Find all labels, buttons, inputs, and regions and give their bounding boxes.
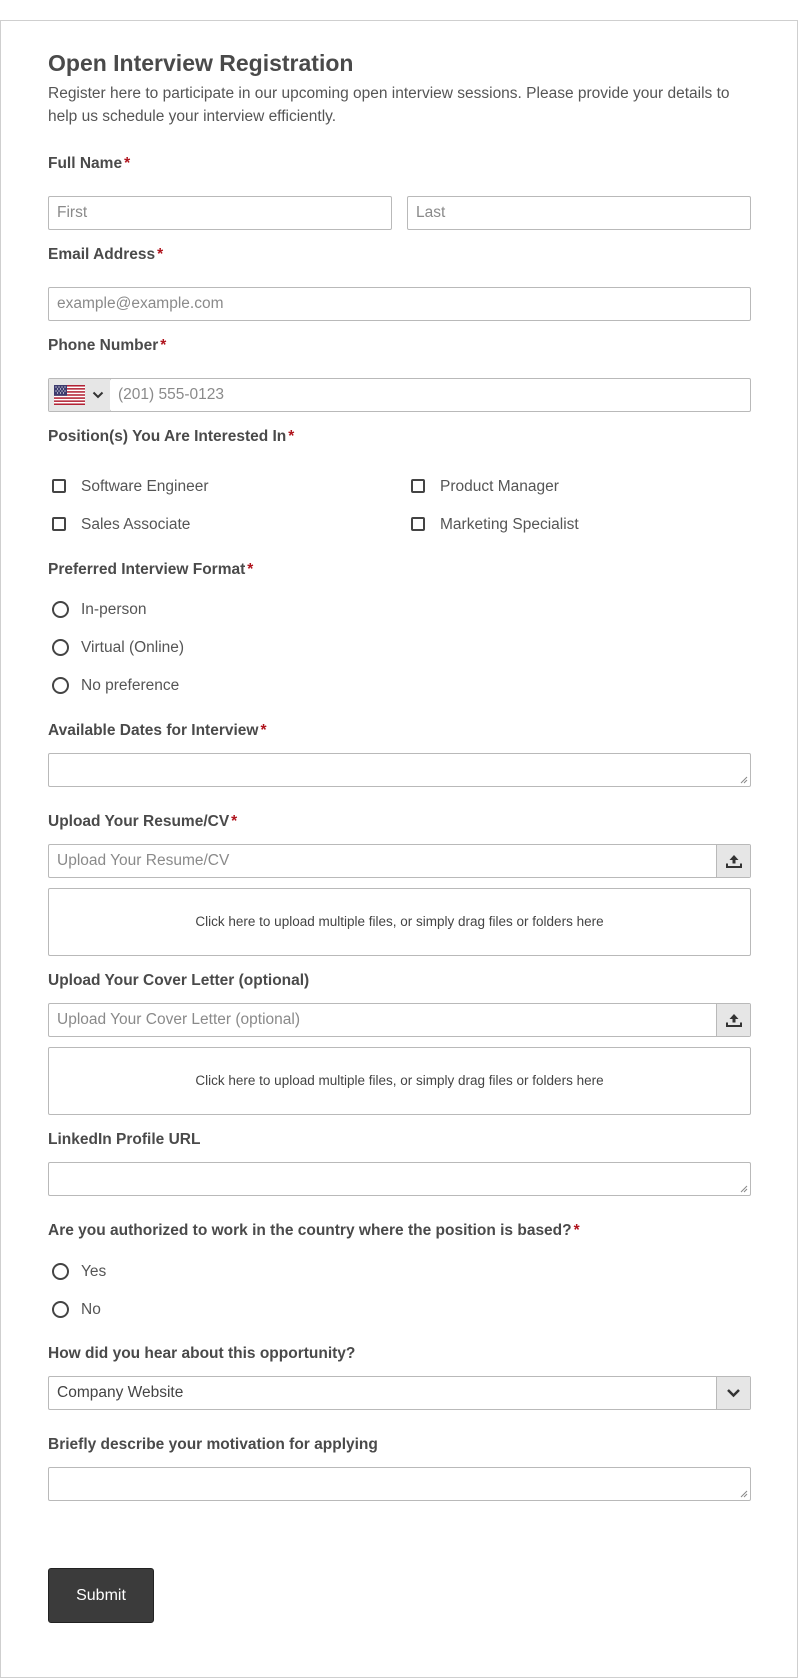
required-marker: * (124, 155, 131, 172)
cover-letter-upload-button[interactable] (716, 1004, 750, 1036)
required-marker: * (573, 1222, 580, 1239)
resume-dropzone[interactable]: Click here to upload multiple files, or simply drag files or folders here (48, 888, 751, 956)
email-field[interactable] (48, 287, 751, 321)
required-marker: * (260, 722, 267, 739)
authorized-label: Are you authorized to work in the country where the position is based? * (48, 1222, 580, 1239)
resume-upload-button[interactable] (716, 845, 750, 877)
resize-grip-icon[interactable] (740, 776, 748, 784)
source-select[interactable]: Company Website (48, 1376, 751, 1410)
chevron-down-icon (92, 390, 104, 400)
phone-input[interactable] (110, 379, 750, 411)
cover-letter-label: Upload Your Cover Letter (optional) (48, 972, 310, 989)
first-name-input[interactable] (48, 196, 392, 230)
radio-authorized-no[interactable]: No (48, 1298, 348, 1322)
linkedin-textarea[interactable] (48, 1162, 751, 1196)
checkbox-box[interactable] (411, 517, 425, 531)
resize-grip-icon[interactable] (740, 1185, 748, 1193)
form-title: Open Interview Registration (48, 50, 354, 76)
resume-upload-field[interactable]: Upload Your Resume/CV (48, 844, 751, 878)
last-name-input[interactable] (407, 196, 751, 230)
phone-field (48, 378, 751, 412)
motivation-label: Briefly describe your motivation for applying (48, 1436, 378, 1453)
dates-textarea[interactable] (48, 753, 751, 787)
radio-circle[interactable] (52, 639, 69, 656)
required-marker: * (160, 337, 167, 354)
radio-in-person[interactable]: In-person (48, 598, 348, 622)
source-label: How did you hear about this opportunity? (48, 1345, 356, 1362)
positions-label: Position(s) You Are Interested In * (48, 428, 295, 445)
full-name-label: Full Name * (48, 155, 131, 172)
checkbox-software-engineer[interactable]: Software Engineer (48, 475, 348, 499)
chevron-down-icon (726, 1387, 741, 1399)
required-marker: * (157, 246, 164, 263)
resize-grip-icon[interactable] (740, 1490, 748, 1498)
radio-circle[interactable] (52, 1263, 69, 1280)
radio-virtual[interactable]: Virtual (Online) (48, 636, 348, 660)
radio-circle[interactable] (52, 1301, 69, 1318)
checkbox-box[interactable] (411, 479, 425, 493)
linkedin-label: LinkedIn Profile URL (48, 1131, 201, 1148)
required-marker: * (231, 813, 238, 830)
required-marker: * (247, 561, 254, 578)
select-arrow-button[interactable] (716, 1377, 750, 1409)
checkbox-box[interactable] (52, 517, 66, 531)
checkbox-sales-associate[interactable]: Sales Associate (48, 513, 348, 537)
checkbox-box[interactable] (52, 479, 66, 493)
radio-circle[interactable] (52, 677, 69, 694)
cover-letter-dropzone[interactable]: Click here to upload multiple files, or simply drag files or folders here (48, 1047, 751, 1115)
form-description: Register here to participate in our upcoming open interview sessions. Please provide your details to help us schedule your interview efficiently. (48, 85, 730, 125)
submit-button[interactable]: Submit (48, 1568, 154, 1623)
checkbox-marketing-specialist[interactable]: Marketing Specialist (407, 513, 707, 537)
upload-icon (726, 1013, 742, 1027)
motivation-textarea[interactable] (48, 1467, 751, 1501)
country-selector[interactable] (49, 379, 111, 411)
format-label: Preferred Interview Format * (48, 561, 254, 578)
email-label: Email Address * (48, 246, 164, 263)
dates-label: Available Dates for Interview * (48, 722, 267, 739)
phone-label: Phone Number * (48, 337, 167, 354)
checkbox-product-manager[interactable]: Product Manager (407, 475, 707, 499)
radio-no-preference[interactable]: No preference (48, 674, 348, 698)
us-flag-icon (54, 385, 85, 405)
cover-letter-upload-field[interactable]: Upload Your Cover Letter (optional) (48, 1003, 751, 1037)
resume-label: Upload Your Resume/CV * (48, 813, 238, 830)
radio-authorized-yes[interactable]: Yes (48, 1260, 348, 1284)
radio-circle[interactable] (52, 601, 69, 618)
upload-icon (726, 854, 742, 868)
required-marker: * (288, 428, 295, 445)
